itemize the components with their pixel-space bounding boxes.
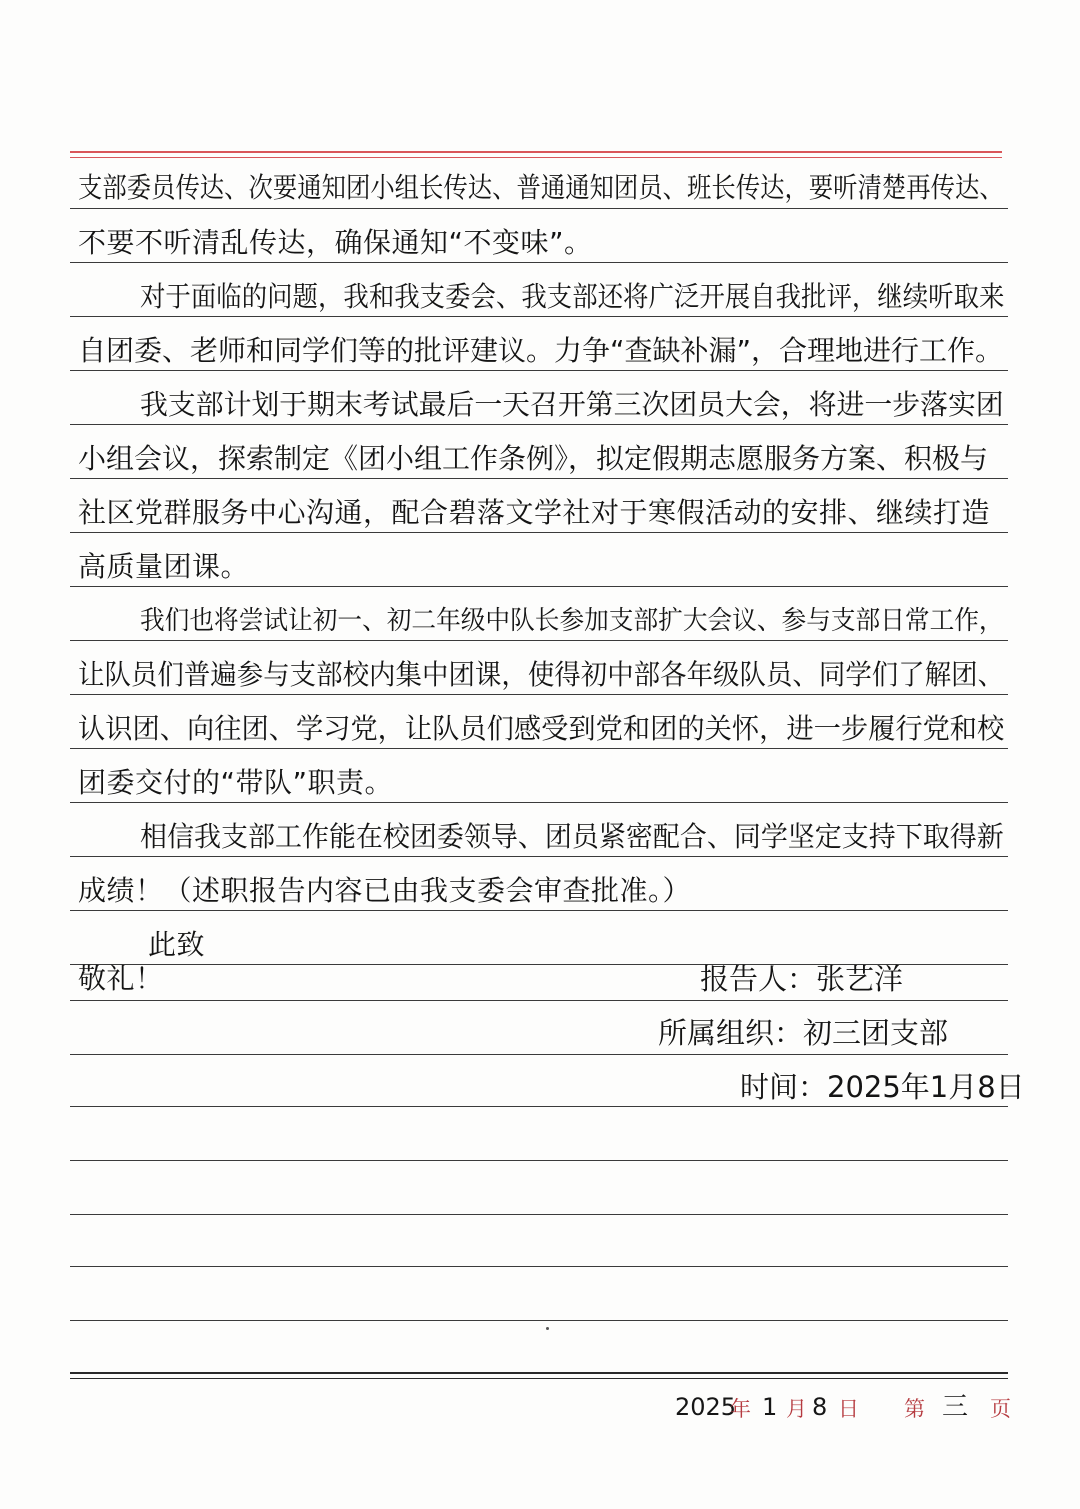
ruled-line — [70, 748, 1008, 749]
closing-line: 敬礼！ — [78, 962, 164, 995]
text-line: 高质量团课。 — [78, 550, 250, 583]
ruled-line — [70, 316, 1008, 317]
ruled-line — [70, 370, 1008, 371]
ruled-line — [70, 1214, 1008, 1215]
bottom-rule — [70, 1372, 1008, 1374]
text-line: 相信我支部工作能在校团委领导、团员紧密配合、同学坚定支持下取得新 — [140, 820, 1004, 853]
ruled-line — [70, 640, 1008, 641]
text-line: 小组会议，探索制定《团小组工作条例》，拟定假期志愿服务方案、积极与 — [78, 442, 989, 475]
footer-page-prefix: 第 — [904, 1397, 925, 1421]
footer-month: 1 — [762, 1393, 778, 1421]
footer-month-unit: 月 — [786, 1397, 807, 1421]
top-red-rule — [70, 157, 1002, 158]
top-red-rule — [70, 151, 1002, 153]
ruled-line — [70, 262, 1008, 263]
ruled-line — [70, 1320, 1008, 1321]
text-line: 我支部计划于期末考试最后一天召开第三次团员大会，将进一步落实团 — [140, 388, 1004, 421]
bottom-rule — [70, 1378, 1008, 1379]
ruled-line — [70, 424, 1008, 425]
ruled-line — [70, 478, 1008, 479]
footer-page-suffix: 页 — [990, 1397, 1011, 1421]
ruled-line — [70, 694, 1008, 695]
text-line: 社区党群服务中心沟通，配合碧落文学社对于寒假活动的安排、继续打造 — [78, 496, 991, 529]
footer-year: 2025 — [675, 1393, 737, 1421]
text-line: 让队员们普遍参与支部校内集中团课，使得初中部各年级队员、同学们了解团、 — [78, 658, 1005, 691]
ruled-line — [70, 1160, 1008, 1161]
text-line: 团委交付的“带队”职责。 — [78, 766, 394, 799]
ruled-line — [70, 856, 1008, 857]
text-line: 成绩！（述职报告内容已由我支委会审查批准。） — [78, 874, 692, 907]
text-line: 不要不听清乱传达，确保通知“不变味”。 — [78, 226, 593, 259]
reporter-name: 报告人：张艺洋 — [700, 962, 904, 996]
footer-day-unit: 日 — [838, 1397, 859, 1421]
text-line: 对于面临的问题，我和我支委会、我支部还将广泛开展自我批评，继续听取来 — [140, 280, 1005, 313]
footer-year-unit: 年 — [730, 1397, 751, 1421]
text-line: 认识团、向往团、学习党，让队员们感受到党和团的关怀，进一步履行党和校 — [78, 712, 1005, 745]
ruled-line — [70, 1000, 1008, 1001]
text-line: 我们也将尝试让初一、初二年级中队长参加支部扩大会议、参与支部日常工作， — [140, 606, 1004, 636]
report-date: 时间：2025年1月8日 — [740, 1070, 1025, 1104]
ruled-line — [70, 532, 1008, 533]
footer-day: 8 — [812, 1393, 828, 1421]
footer-page-number: 三 — [942, 1392, 969, 1422]
ruled-line — [70, 802, 1008, 803]
organization-name: 所属组织：初三团支部 — [658, 1016, 949, 1050]
ruled-line — [70, 1106, 1008, 1107]
ruled-line — [70, 910, 1008, 911]
ruled-line — [70, 586, 1008, 587]
salutation-line: 此致 — [148, 928, 206, 961]
ink-dot — [546, 1327, 549, 1330]
text-line: 支部委员传达、次要通知团小组长传达、普通通知团员、班长传达，要听清楚再传达、 — [78, 171, 1004, 204]
ruled-line — [70, 1054, 1008, 1055]
ruled-line — [70, 1266, 1008, 1267]
ruled-line — [70, 208, 1008, 209]
text-line: 自团委、老师和同学们等的批评建议。力争“查缺补漏”，合理地进行工作。 — [78, 334, 1004, 367]
